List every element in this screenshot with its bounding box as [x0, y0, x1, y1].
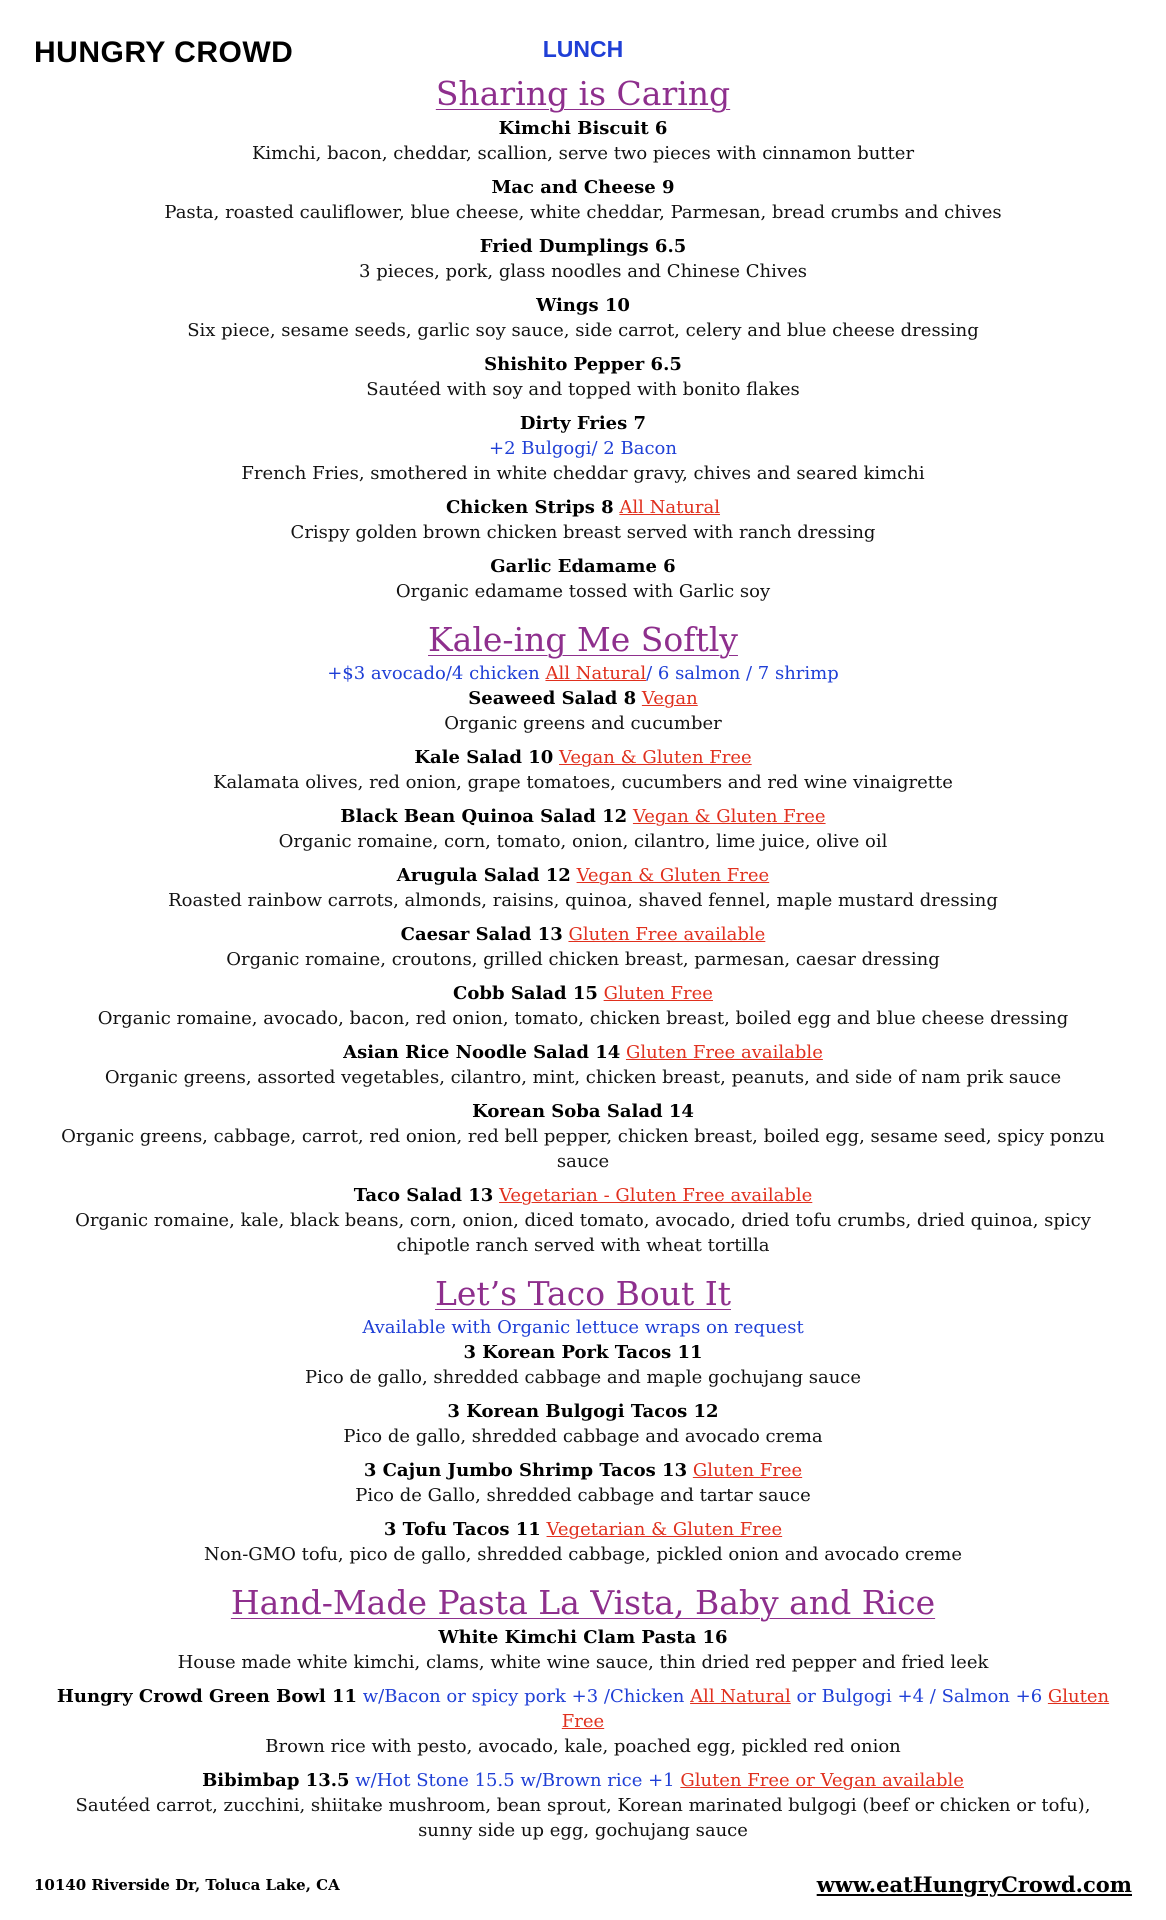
item-diet-tag: Vegetarian & Gluten Free	[546, 1519, 783, 1540]
item-diet-tag: Gluten Free	[561, 1686, 1110, 1732]
item-addon-note: w/Bacon or spicy pork +3 /Chicken	[362, 1686, 691, 1707]
item-diet-tag: Gluten Free available	[625, 1042, 823, 1063]
item-diet-tag: Vegetarian - Gluten Free available	[499, 1185, 813, 1206]
menu-item	[50, 175, 1116, 225]
section-tacos	[50, 1272, 1116, 1567]
item-name: Korean Soba Salad 14	[472, 1101, 694, 1122]
item-desc: Crispy golden brown chicken breast served with ranch dressing	[290, 522, 876, 543]
item-desc: Sautéed with soy and topped with bonito flakes	[366, 379, 800, 400]
item-desc: Pico de gallo, shredded cabbage and avocado crema	[343, 1426, 823, 1447]
item-desc: Organic romaine, kale, black beans, corn, onion, diced tomato, avocado, dried tofu crumbs, dried quinoa, spicy chipotle ranch served with wheat tortilla	[75, 1210, 1091, 1256]
menu-item	[50, 745, 1116, 795]
section-note-text: / 6 salmon / 7 shrimp	[646, 663, 839, 684]
item-desc: Organic greens and cucumber	[444, 713, 722, 734]
item-name: Garlic Edamame 6	[490, 556, 676, 577]
item-desc: Organic edamame tossed with Garlic soy	[395, 581, 771, 602]
menu-item	[50, 863, 1116, 913]
menu-item	[50, 1517, 1116, 1567]
menu-item	[50, 495, 1116, 545]
meal-title: LUNCH	[542, 36, 624, 62]
item-name: Arugula Salad 12	[396, 865, 571, 886]
section-title: Sharing is Caring	[435, 74, 731, 113]
menu-item	[50, 1040, 1116, 1090]
item-name: Black Bean Quinoa Salad 12	[340, 806, 628, 827]
item-desc: Brown rice with pesto, avocado, kale, poached egg, pickled red onion	[265, 1736, 901, 1757]
footer-website-link[interactable]: www.eatHungryCrowd.com	[816, 1872, 1132, 1897]
section-title: Kale-ing Me Softly	[428, 620, 738, 659]
item-name: Asian Rice Noodle Salad 14	[343, 1042, 621, 1063]
item-name: Mac and Cheese 9	[491, 177, 675, 198]
menu-item	[50, 1099, 1116, 1174]
item-name: Kimchi Biscuit 6	[498, 118, 668, 139]
menu-item	[50, 411, 1116, 486]
item-desc: French Fries, smothered in white cheddar gravy, chives and seared kimchi	[241, 463, 925, 484]
menu-item	[50, 1768, 1116, 1843]
item-diet-tag: All Natural	[619, 497, 720, 518]
item-desc: Kalamata olives, red onion, grape tomatoes, cucumbers and red wine vinaigrette	[213, 772, 953, 793]
menu-item	[50, 116, 1116, 166]
item-desc: Pico de Gallo, shredded cabbage and tartar sauce	[355, 1485, 811, 1506]
menu-item	[50, 554, 1116, 604]
section-note-text: +$3 avocado/4 chicken	[327, 663, 546, 684]
item-addon-note: or Bulgogi +4 / Salmon +6	[796, 1686, 1043, 1707]
item-name: Shishito Pepper 6.5	[484, 354, 682, 375]
menu-item	[50, 1625, 1116, 1675]
item-desc: Organic romaine, corn, tomato, onion, cilantro, lime juice, olive oil	[278, 831, 888, 852]
item-desc: Pasta, roasted cauliflower, blue cheese, white cheddar, Parmesan, bread crumbs and chives	[164, 202, 1002, 223]
menu-item	[50, 1458, 1116, 1508]
section-pasta-rice	[50, 1581, 1116, 1843]
item-diet-tag: Vegan	[641, 688, 698, 709]
menu-item	[50, 981, 1116, 1031]
item-desc: House made white kimchi, clams, white wine sauce, thin dried red pepper and fried leek	[177, 1652, 989, 1673]
item-name: Wings 10	[536, 295, 630, 316]
section-note: Available with Organic lettuce wraps on request	[362, 1317, 804, 1338]
item-addon-note: w/Hot Stone 15.5 w/Brown rice +1	[355, 1770, 675, 1791]
menu-item	[50, 922, 1116, 972]
item-name: Caesar Salad 13	[400, 924, 563, 945]
item-diet-tag: Gluten Free	[603, 983, 713, 1004]
item-desc: Organic romaine, croutons, grilled chicken breast, parmesan, caesar dressing	[226, 949, 940, 970]
item-name: Cobb Salad 15	[453, 983, 598, 1004]
item-name: Chicken Strips 8	[445, 497, 614, 518]
item-desc: Roasted rainbow carrots, almonds, raisins, quinoa, shaved fennel, maple mustard dressing	[168, 890, 998, 911]
menu-item	[50, 234, 1116, 284]
item-desc: Organic greens, assorted vegetables, cilantro, mint, chicken breast, peanuts, and side of nam prik sauce	[104, 1067, 1062, 1088]
item-name: 3 Korean Bulgogi Tacos 12	[447, 1401, 719, 1422]
item-desc: Kimchi, bacon, cheddar, scallion, serve two pieces with cinnamon butter	[251, 143, 915, 164]
section-sharing	[50, 72, 1116, 604]
item-name: Fried Dumplings 6.5	[479, 236, 687, 257]
item-diet-tag: Gluten Free or Vegan available	[680, 1770, 964, 1791]
item-name: 3 Cajun Jumbo Shrimp Tacos 13	[363, 1460, 688, 1481]
item-desc: Sautéed carrot, zucchini, shiitake mushroom, bean sprout, Korean marinated bulgogi (beef or chicken or tofu), sunny side up egg, gochujang sauce	[75, 1795, 1091, 1841]
section-note	[50, 662, 1116, 686]
item-name: 3 Tofu Tacos 11	[383, 1519, 541, 1540]
item-diet-tag: Vegan & Gluten Free	[559, 747, 752, 768]
item-name: Seaweed Salad 8	[468, 688, 637, 709]
item-desc: Organic romaine, avocado, bacon, red onion, tomato, chicken breast, boiled egg and blue cheese dressing	[97, 1008, 1069, 1029]
item-name: Dirty Fries 7	[519, 413, 647, 434]
section-title: Hand-Made Pasta La Vista, Baby and Rice	[230, 1583, 936, 1622]
menu-item	[50, 352, 1116, 402]
footer-address: 10140 Riverside Dr, Toluca Lake, CA	[34, 1876, 340, 1894]
menu-item	[50, 1183, 1116, 1258]
item-name: Taco Salad 13	[353, 1185, 494, 1206]
menu-item	[50, 1684, 1116, 1759]
item-name: Kale Salad 10	[414, 747, 554, 768]
item-diet-tag: Gluten Free available	[568, 924, 766, 945]
item-desc: Pico de gallo, shredded cabbage and maple gochujang sauce	[304, 1367, 862, 1388]
item-diet-tag: Gluten Free	[692, 1460, 803, 1481]
item-desc: Six piece, sesame seeds, garlic soy sauce, side carrot, celery and blue cheese dressing	[187, 320, 979, 341]
section-note-tag: All Natural	[545, 663, 647, 684]
item-addon-note: +2 Bulgogi/ 2 Bacon	[489, 438, 677, 459]
item-diet-tag: All Natural	[690, 1686, 791, 1707]
item-diet-tag: Vegan & Gluten Free	[632, 806, 826, 827]
section-kale	[50, 618, 1116, 1258]
item-name: Hungry Crowd Green Bowl 11	[56, 1686, 358, 1707]
menu-item	[50, 1340, 1116, 1390]
section-title: Let’s Taco Bout It	[434, 1274, 731, 1313]
menu-item	[50, 804, 1116, 854]
item-desc: Organic greens, cabbage, carrot, red onion, red bell pepper, chicken breast, boiled egg, sesame seed, spicy ponzu sauce	[61, 1126, 1105, 1172]
menu-item	[50, 293, 1116, 343]
item-name: Bibimbap 13.5	[202, 1770, 350, 1791]
item-name: 3 Korean Pork Tacos 11	[463, 1342, 703, 1363]
brand-name: HUNGRY CROWD	[34, 36, 294, 69]
menu-item	[50, 1399, 1116, 1449]
item-name: White Kimchi Clam Pasta 16	[438, 1627, 728, 1648]
menu	[50, 72, 1116, 1857]
item-diet-tag: Vegan & Gluten Free	[576, 865, 770, 886]
menu-item	[50, 686, 1116, 736]
item-desc: Non-GMO tofu, pico de gallo, shredded cabbage, pickled onion and avocado creme	[204, 1544, 962, 1565]
item-desc: 3 pieces, pork, glass noodles and Chinese Chives	[359, 261, 807, 282]
